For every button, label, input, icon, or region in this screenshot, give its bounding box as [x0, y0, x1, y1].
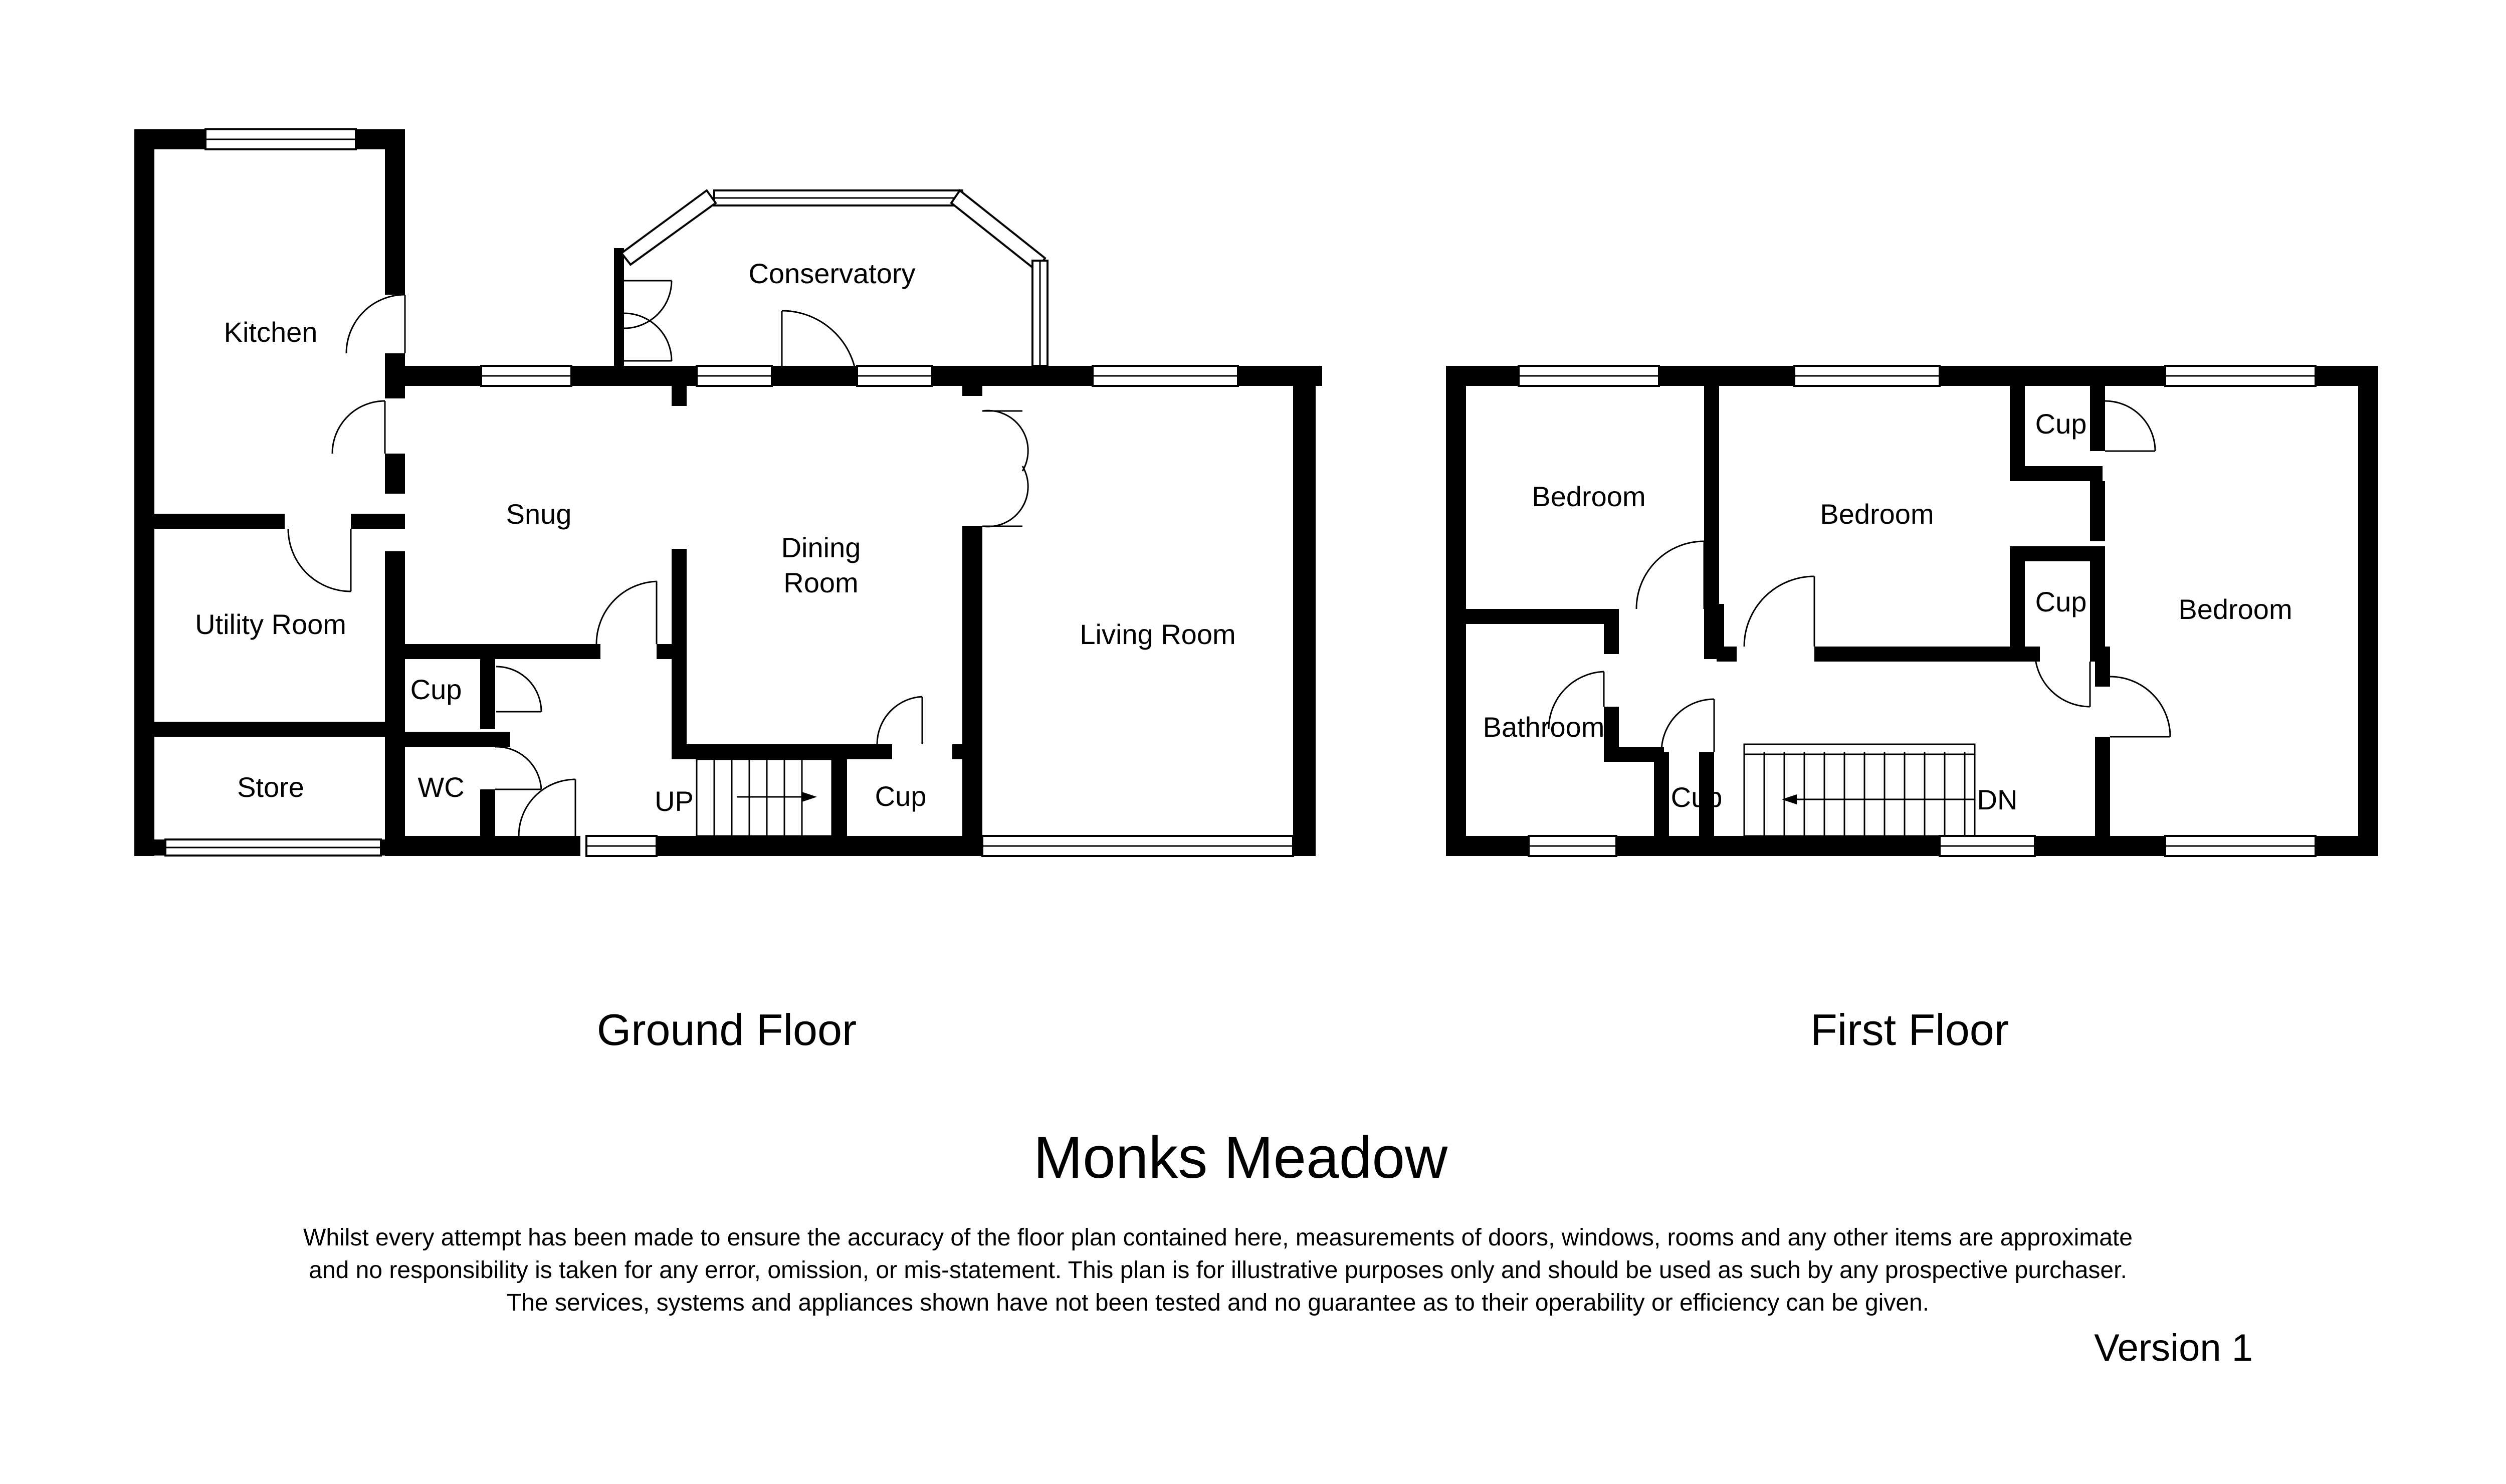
- label-cup-under-stairs: Cup: [875, 780, 927, 812]
- label-dining-room-line1: Dining: [781, 532, 861, 563]
- label-conservatory: Conservatory: [748, 258, 916, 289]
- first-floor-label: First Floor: [1810, 1005, 2009, 1054]
- label-cup-landing: Cup: [1670, 781, 1723, 813]
- first-floor-doors: [1549, 401, 2170, 752]
- label-bedroom-middle: Bedroom: [1820, 498, 1934, 530]
- label-utility-room: Utility Room: [195, 608, 346, 640]
- version-label: Version 1: [2094, 1327, 2253, 1369]
- label-kitchen: Kitchen: [224, 316, 318, 348]
- disclaimer-line-1: Whilst every attempt has been made to ensure the accuracy of the floor plan contained here, measurements of doors, windows, rooms and any other items are approximate: [303, 1224, 2133, 1251]
- label-wc: WC: [417, 771, 465, 803]
- label-cup-top: Cup: [2035, 408, 2087, 440]
- disclaimer-line-3: The services, systems and appliances shown have not been tested and no guarantee as to their operability or efficiency can be given.: [506, 1290, 1930, 1316]
- label-bedroom-right: Bedroom: [2178, 593, 2292, 625]
- plan-title: Monks Meadow: [1033, 1125, 1448, 1191]
- ground-floor-stairs: [697, 759, 832, 836]
- label-bedroom-left: Bedroom: [1532, 481, 1646, 512]
- ground-floor-plan: [134, 129, 1322, 856]
- disclaimer-line-2: and no responsibility is taken for any error, omission, or mis-statement. This plan is for illustrative purposes only and should be used as such by any prospective purchaser.: [309, 1257, 2127, 1284]
- label-cup-hall: Cup: [410, 674, 462, 705]
- label-bathroom: Bathroom: [1483, 711, 1605, 743]
- label-snug: Snug: [506, 498, 572, 530]
- label-dining-room-line2: Room: [783, 567, 859, 598]
- label-cup-middle: Cup: [2035, 586, 2087, 617]
- label-store: Store: [237, 771, 304, 803]
- ground-floor-label: Ground Floor: [596, 1005, 857, 1054]
- label-stairs-down: DN: [1977, 784, 2018, 815]
- label-stairs-up: UP: [655, 785, 694, 817]
- first-floor-stairs: [1744, 744, 1975, 836]
- label-living-room: Living Room: [1080, 618, 1236, 650]
